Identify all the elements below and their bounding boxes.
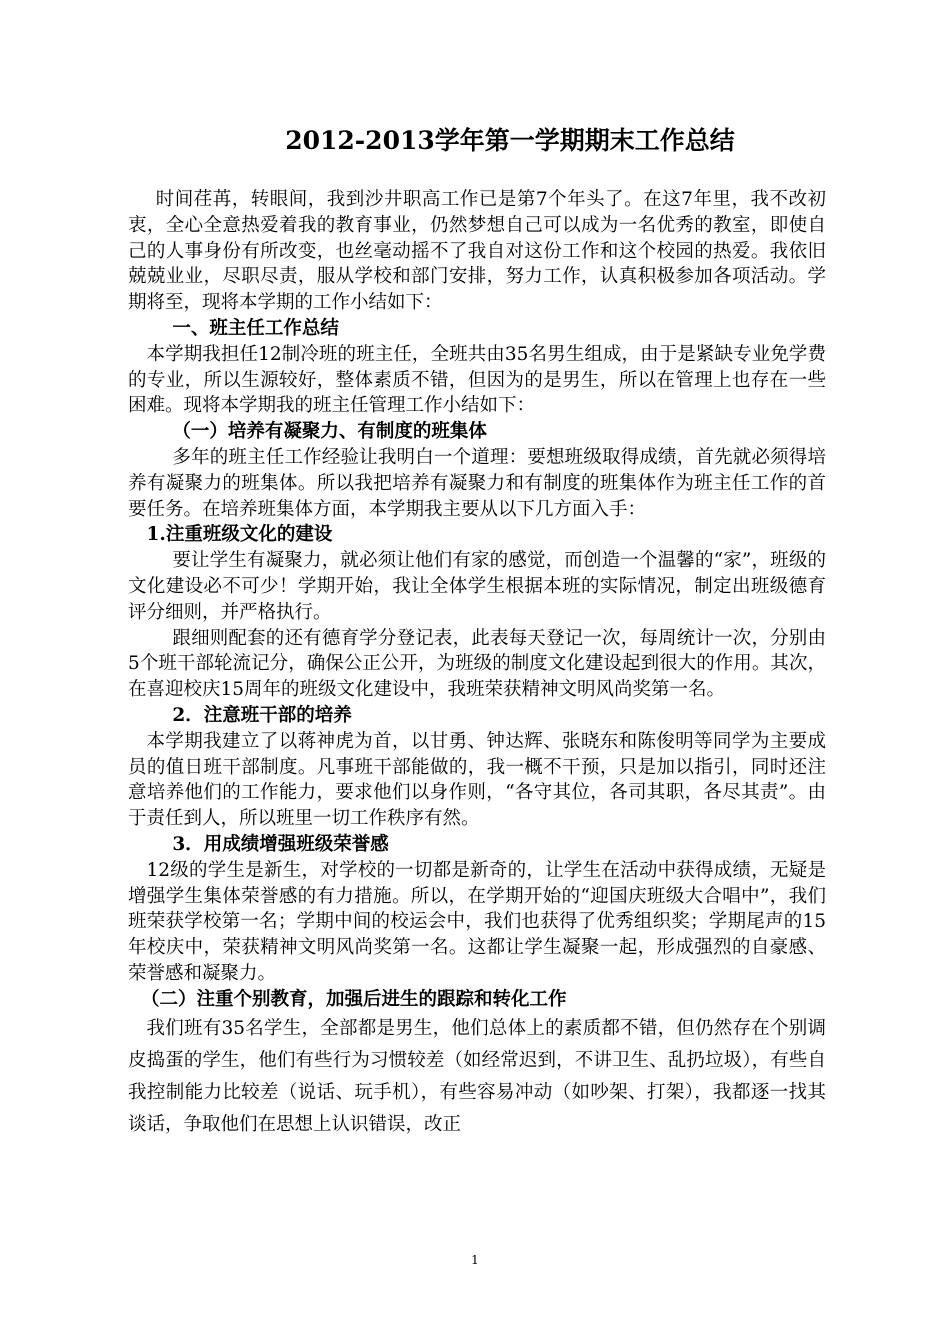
- heading-item-2: 2．注意班干部的培养: [172, 704, 352, 726]
- heading-subsection-2: （二）注重个别教育，加强后进生的跟踪和转化工作: [140, 988, 567, 1010]
- intro-paragraph: 时间荏苒，转眼间，我到沙井职高工作已是第7个年头了。在这7年里，我不改初衷，全心全意热爱着我的教育事业，仍然梦想自己可以成为一名优秀的教室，即使自己的人事身份有所改变，也丝毫动摇不了我自对这份工作和这个校园的热爱。我依旧兢兢业业，尽职尽责，服从学校和部门安排，努力工作，认真积极参加各项活动。学期将至，现将本学期的工作小结如下：: [128, 189, 826, 314]
- heading-item-3: 3．用成绩增强班级荣誉感: [172, 833, 389, 855]
- document-title: 2012-2013学年第一学期期末工作总结: [285, 126, 735, 155]
- paragraph-individual-education: 我们班有35名学生，全部都是男生，他们总体上的素质都不错，但仍然存在个别调皮捣蛋的学生，他们有些行为习惯较差（如经常迟到，不讲卫生、乱扔垃圾），有些自我控制能力比较差（说话、玩手机），有些容易冲动（如吵架、打架），我都逐一找其谈话，争取他们在思想上认识错误，改正: [128, 1017, 826, 1135]
- paragraph-class-culture: 要让学生有凝聚力，就必须让他们有家的感觉，而创造一个温馨的“家”，班级的文化建设必不可少！学期开始，我让全体学生根据本班的实际情况，制定出班级德育评分细则，并严格执行。: [128, 550, 826, 623]
- heading-item-1: 1.注重班级文化的建设: [146, 524, 333, 546]
- paragraph-class-cadres: 本学期我建立了以蒋神虎为首，以甘勇、钟达辉、张晓东和陈俊明等同学为主要成员的值日班干部制度。凡事班干部能做的，我一概不干预，只是加以指引，同时还注意培养他们的工作能力，要求他们以身作则，“各守其位，各司其职，各尽其责”。由于责任到人，所以班里一切工作秩序有然。: [128, 730, 826, 830]
- paragraph-class-cohesion: 多年的班主任工作经验让我明白一个道理：要想班级取得成绩，首先就必须得培养有凝聚力的班集体。所以我把培养有凝聚力和有制度的班集体作为班主任工作的首要任务。在培养班集体方面，本学期我主要从以下几方面入手：: [128, 446, 826, 520]
- page-number: 1: [471, 1253, 479, 1267]
- heading-section-1: 一、班主任工作总结: [172, 317, 339, 339]
- paragraph-class-overview: 本学期我担任12制冷班的班主任，全班共由35名男生组成，由于是紧缺专业免学费的专业，所以生源较好，整体素质不错，但因为的是男生，所以在管理上也存在一些困难。现将本学期我的班主任管理工作小结如下：: [128, 343, 826, 417]
- paragraph-class-honor: 12级的学生是新生，对学校的一切都是新奇的，让学生在活动中获得成绩，无疑是增强学生集体荣誉感的有力措施。所以，在学期开始的“迎国庆班级大合唱中”，我们班荣获学校第一名；学期中间的校运会中，我们也获得了优秀组织奖；学期尾声的15年校庆中，荣获精神文明风尚奖第一名。这都让学生凝聚一起，形成强烈的自豪感、荣誉感和凝聚力。: [128, 859, 826, 984]
- document-body: [128, 187, 826, 1141]
- paragraph-moral-credit: 跟细则配套的还有德育学分登记表，此表每天登记一次，每周统计一次，分别由5个班干部轮流记分，确保公正公开，为班级的制度文化建设起到很大的作用。其次，在喜迎校庆15周年的班级文化建设中，我班荣获精神文明风尚奖第一名。: [128, 627, 826, 701]
- heading-subsection-1: （一）培养有凝聚力、有制度的班集体: [172, 421, 487, 443]
